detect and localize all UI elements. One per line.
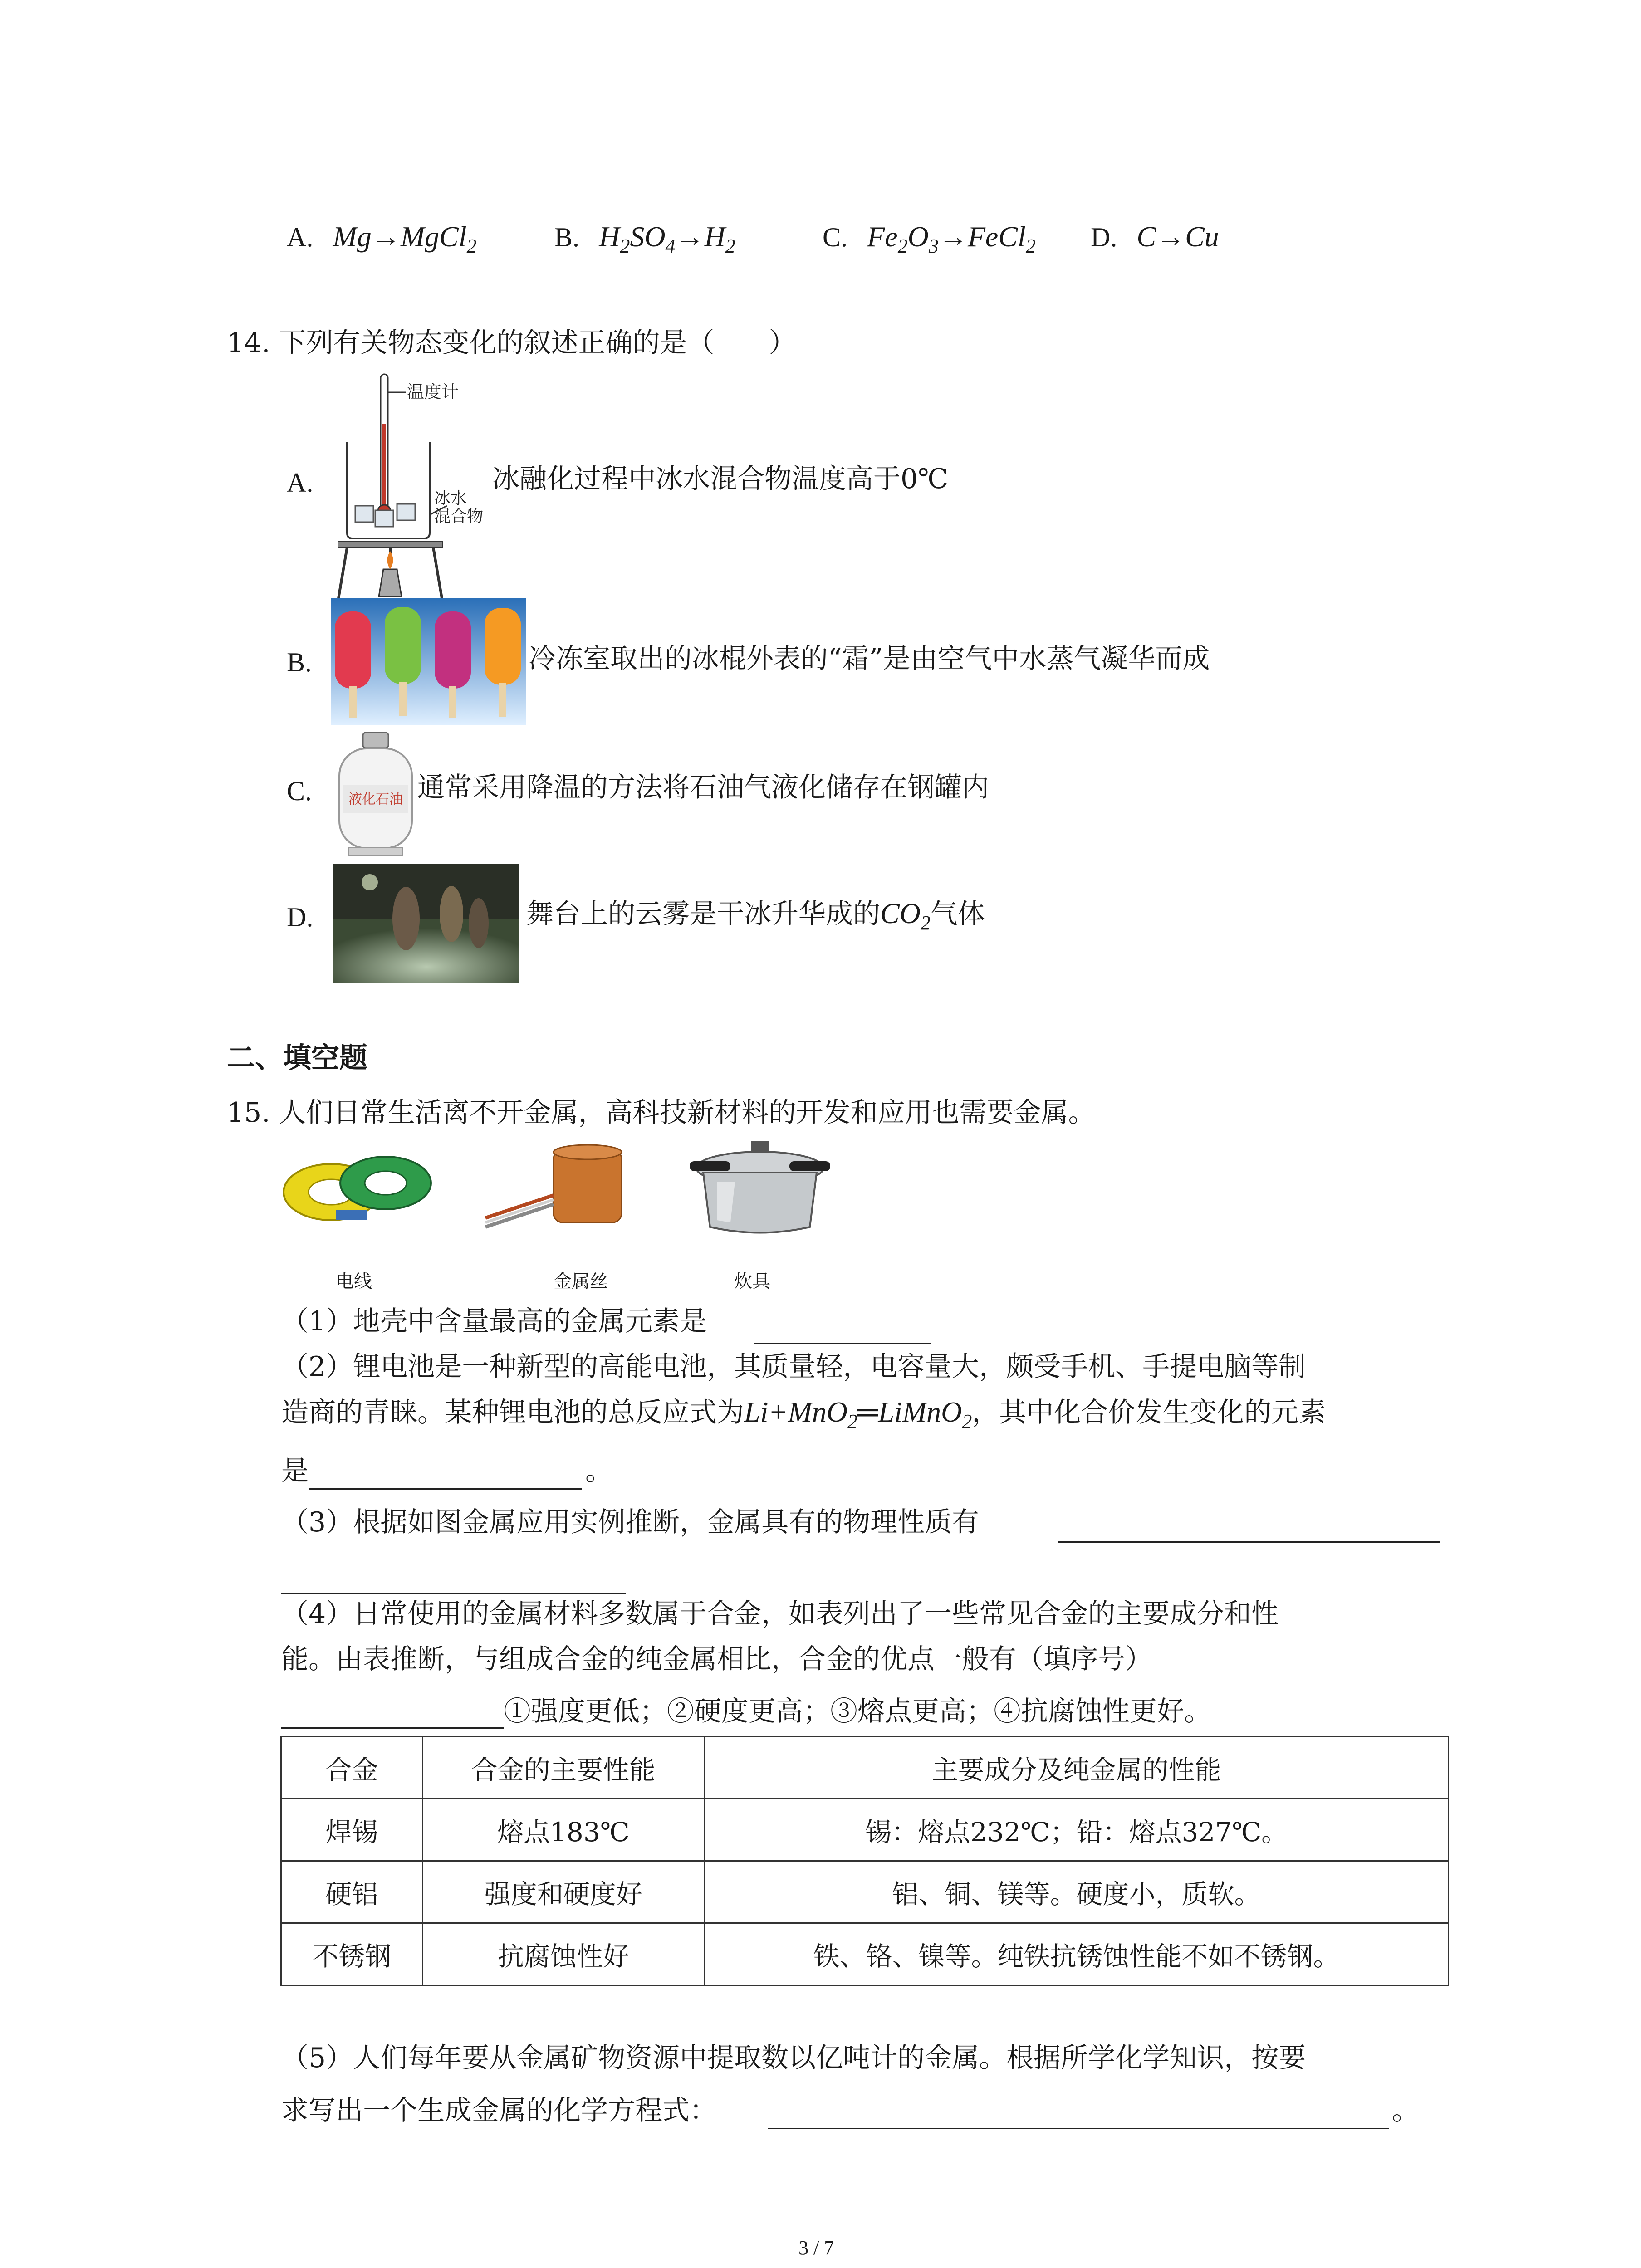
section-title: 二、填空题 [227,1041,368,1074]
table-cell: 熔点183℃ [422,1799,704,1861]
table-row [281,1799,1449,1861]
electric-wire-image [281,1142,436,1233]
caption-metal-wire: 金属丝 [554,1271,608,1291]
table-cell: 铁、铬、镍等。纯铁抗锈蚀性能不如不锈钢。 [705,1923,1449,1985]
page-number: 3 / 7 [798,2237,834,2259]
table-cell: 不锈钢 [281,1923,423,1985]
q14-option-a-text: 冰融化过程中冰水混合物温度高于0℃ [492,463,949,495]
q14-option-d-text: 舞台上的云雾是干冰升华成的$CO_2$气体 [526,897,985,934]
alloy-properties-table [280,1736,1449,1986]
table-row [281,1923,1449,1985]
q15-part5-end: 。 [1392,2095,1419,2126]
q14-option-a-letter: A. [287,468,314,498]
ice-water-label-1: 冰水 [434,489,467,507]
gas-tank-image [335,730,416,857]
thermometer-label: 温度计 [407,383,459,402]
q15-part1: （1）地壳中含量最高的金属元素是 [281,1305,707,1337]
q13-option-c: C. $Fe_2O_3\to FeCl_2$ [823,220,1036,257]
q15-part5-line1: （5）人们每年要从金属矿物资源中提取数以亿吨计的金属。根据所学化学知识，按要 [281,2042,1306,2074]
q14-option-c-text: 通常采用降温的方法将石油气液化储存在钢罐内 [417,772,989,803]
table-header-cell: 合金 [281,1737,423,1799]
q15-part2-end: 。 [585,1455,612,1487]
q15-part2-line1: （2）锂电池是一种新型的高能电池，其质量轻，电容量大，颇受手机、手提电脑等制 [281,1351,1306,1383]
q14-option-b-letter: B. [287,647,312,677]
q15-part1-answer-blank[interactable] [754,1343,931,1344]
caption-cookware: 炊具 [734,1271,770,1291]
table-cell: 铝、铜、镁等。硬度小，质软。 [705,1861,1449,1923]
table-header-row [281,1737,1449,1799]
q13-option-b: B. $H_2SO_4\to H_2$ [554,220,735,257]
table-cell: 锡：熔点232℃；铅：熔点327℃。 [705,1799,1449,1861]
table-cell: 强度和硬度好 [422,1861,704,1923]
caption-wire: 电线 [336,1271,372,1291]
q15-part2-line2: 造商的青睐。某种锂电池的总反应式为Li+MnO$_2$═LiMnO$_2$，其中化合价发生变化的元素 [281,1396,1326,1432]
q14-option-b-text: 冷冻室取出的冰棍外表的“霜”是由空气中水蒸气凝华而成 [529,643,1210,675]
q13-option-d: D. C→Cu [1091,220,1219,253]
ice-water-label-2: 混合物 [434,507,484,525]
popsicles-image [331,598,526,725]
table-row [281,1861,1449,1923]
q15-part2-answer-blank[interactable] [309,1488,582,1490]
q14-option-c-letter: C. [287,776,312,806]
table-header-cell: 主要成分及纯金属的性能 [705,1737,1449,1799]
q14-option-d-letter: D. [287,902,314,932]
pressure-cooker-image [681,1136,839,1241]
q15-part3-answer-blank-1[interactable] [1058,1541,1440,1543]
table-header-cell: 合金的主要性能 [422,1737,704,1799]
table-cell: 焊锡 [281,1799,423,1861]
q15-part3: （3）根据如图金属应用实例推断，金属具有的物理性质有 [281,1506,980,1538]
thermometer-beaker-image [333,370,506,606]
q15-part4-choices: ①强度更低；②硬度更高；③熔点更高；④抗腐蚀性更好。 [504,1696,1211,1727]
q15-part4-line2: 能。由表推断，与组成合金的纯金属相比，合金的优点一般有（填序号） [281,1643,1152,1675]
q15-stem: 15. 人们日常生活离不开金属，高科技新材料的开发和应用也需要金属。 [227,1097,1096,1129]
stage-fog-image [333,864,519,983]
q15-part3-answer-blank-2[interactable] [281,1593,626,1594]
q15-part2-line3: 是 [281,1455,309,1487]
q14-stem: 14. 下列有关物态变化的叙述正确的是（ ） [227,327,796,359]
table-cell: 硬铝 [281,1861,423,1923]
q15-part5-line2: 求写出一个生成金属的化学方程式： [281,2095,717,2126]
table-cell: 抗腐蚀性好 [422,1923,704,1985]
q15-part4-line1: （4）日常使用的金属材料多数属于合金，如表列出了一些常见合金的主要成分和性 [281,1598,1279,1630]
q15-part4-answer-blank[interactable] [281,1727,504,1729]
q15-part5-answer-blank[interactable] [768,2128,1389,2129]
metal-wire-image [481,1141,635,1236]
tank-label: 液化石油 [348,792,403,807]
q13-option-a: A. Mg→MgCl$_2$ [287,220,477,257]
